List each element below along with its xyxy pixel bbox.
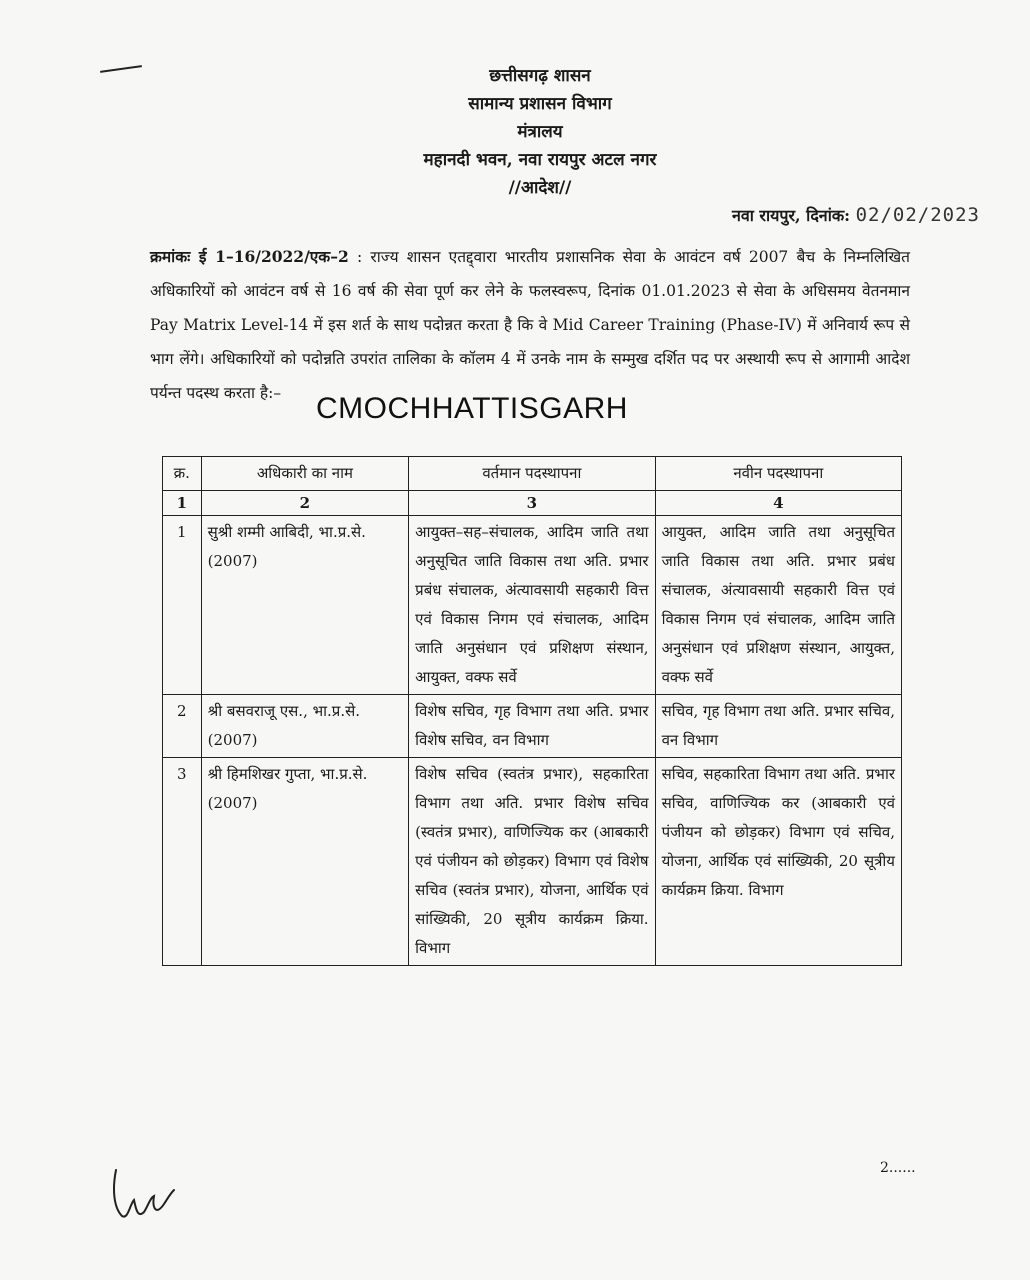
officer-name: श्री बसवराजू एस., भा.प्र.से. (2007) [201,695,409,758]
header-sno: क्र. [163,457,202,491]
col-number: 4 [655,491,901,516]
order-paragraph [150,240,910,410]
table-row [163,695,902,758]
govt-name: छत्तीसगढ़ शासन [489,66,591,86]
order-text: : राज्य शासन एतद्द्वारा भारतीय प्रशासनिक सेवा के आवंटन वर्ष 2007 बैच के निम्नलिखित अधिकारियों को आवंटन वर्ष से 16 वर्ष की सेवा पूर्ण कर लेने के फलस्वरूप, दिनांक 01.01.2023 से सेवा के अधिसमय वेतनमान Pay Matrix Level-14 में इस शर्त के साथ पदोन्नत करता है कि वे Mid Career Training (Phase-IV) में अनिवार्य रूप से भाग लेंगे। अधिकारियों को पदोन्नति उपरांत तालिका के कॉलम 4 में उनके नाम के सम्मुख दर्शित पद पर अस्थायी रूप से आगामी आदेश पर्यन्त पदस्थ करता है:– [150,248,910,402]
current-posting: विशेष सचिव, गृह विभाग तथा अति. प्रभार विशेष सचिव, वन विभाग [409,695,655,758]
pen-mark [100,65,142,73]
officer-name: श्री हिमशिखर गुप्ता, भा.प्र.से. (2007) [201,758,409,966]
order-number: क्रमांकः ई 1–16/2022/एक–2 [150,247,349,266]
header-officer-name: अधिकारी का नाम [201,457,409,491]
table-row [163,516,902,695]
page-number: 2...... [880,1160,916,1176]
order-heading: //आदेश// [508,178,572,198]
header-new-posting: नवीन पदस्थापना [655,457,901,491]
row-sno: 3 [163,758,202,966]
col-number: 2 [201,491,409,516]
row-sno: 2 [163,695,202,758]
department-name: सामान्य प्रशासन विभाग [468,94,612,114]
officer-name: सुश्री शम्मी आबिदी, भा.प्र.से. (2007) [201,516,409,695]
signature-icon [108,1160,178,1230]
current-posting: विशेष सचिव (स्वतंत्र प्रभार), सहकारिता विभाग तथा अति. प्रभार विशेष सचिव (स्वतंत्र प्रभार), वाणिज्यिक कर (आबकारी एवं पंजीयन को छोड़कर) विभाग एवं विशेष सचिव (स्वतंत्र प्रभार), योजना, आर्थिक एवं सांख्यिकी, 20 सूत्रीय कार्यक्रम क्रिया. विभाग [409,758,655,966]
date-label: नवा रायपुर, दिनांक: [731,206,851,225]
new-posting: सचिव, गृह विभाग तथा अति. प्रभार सचिव, वन विभाग [655,695,901,758]
new-posting: आयुक्त, आदिम जाति तथा अनुसूचित जाति विकास तथा अति. प्रभार प्रबंध संचालक, अंत्यावसायी सहकारी वित्त एवं विकास निगम एवं संचालक, आदिम जाति अनुसंधान एवं प्रशिक्षण संस्थान, आयुक्त, वक्फ सर्वे [655,516,901,695]
watermark: CMOCHHATTISGARH [316,392,628,425]
postings-table [162,456,902,966]
col-number: 3 [409,491,655,516]
new-posting: सचिव, सहकारिता विभाग तथा अति. प्रभार सचिव, वाणिज्यिक कर (आबकारी एवं पंजीयन को छोड़कर) विभाग एवं सचिव, योजना, आर्थिक एवं सांख्यिकी, 20 सूत्रीय कार्यक्रम क्रिया. विभाग [655,758,901,966]
column-number-row [163,491,902,516]
date-value: 02/02/2023 [855,204,980,226]
row-sno: 1 [163,516,202,695]
col-number: 1 [163,491,202,516]
date-line [560,204,980,226]
current-posting: आयुक्त–सह–संचालक, आदिम जाति तथा अनुसूचित जाति विकास तथा अति. प्रभार प्रबंध संचालक, अंत्यावसायी सहकारी वित्त एवं विकास निगम एवं संचालक, आदिम जाति अनुसंधान एवं प्रशिक्षण संस्थान, आयुक्त, वक्फ सर्वे [409,516,655,695]
address: महानदी भवन, नवा रायपुर अटल नगर [423,150,657,170]
ministry-name: मंत्रालय [517,122,563,142]
table-header-row [163,457,902,491]
letterhead [300,62,780,202]
header-current-posting: वर्तमान पदस्थापना [409,457,655,491]
table-row [163,758,902,966]
